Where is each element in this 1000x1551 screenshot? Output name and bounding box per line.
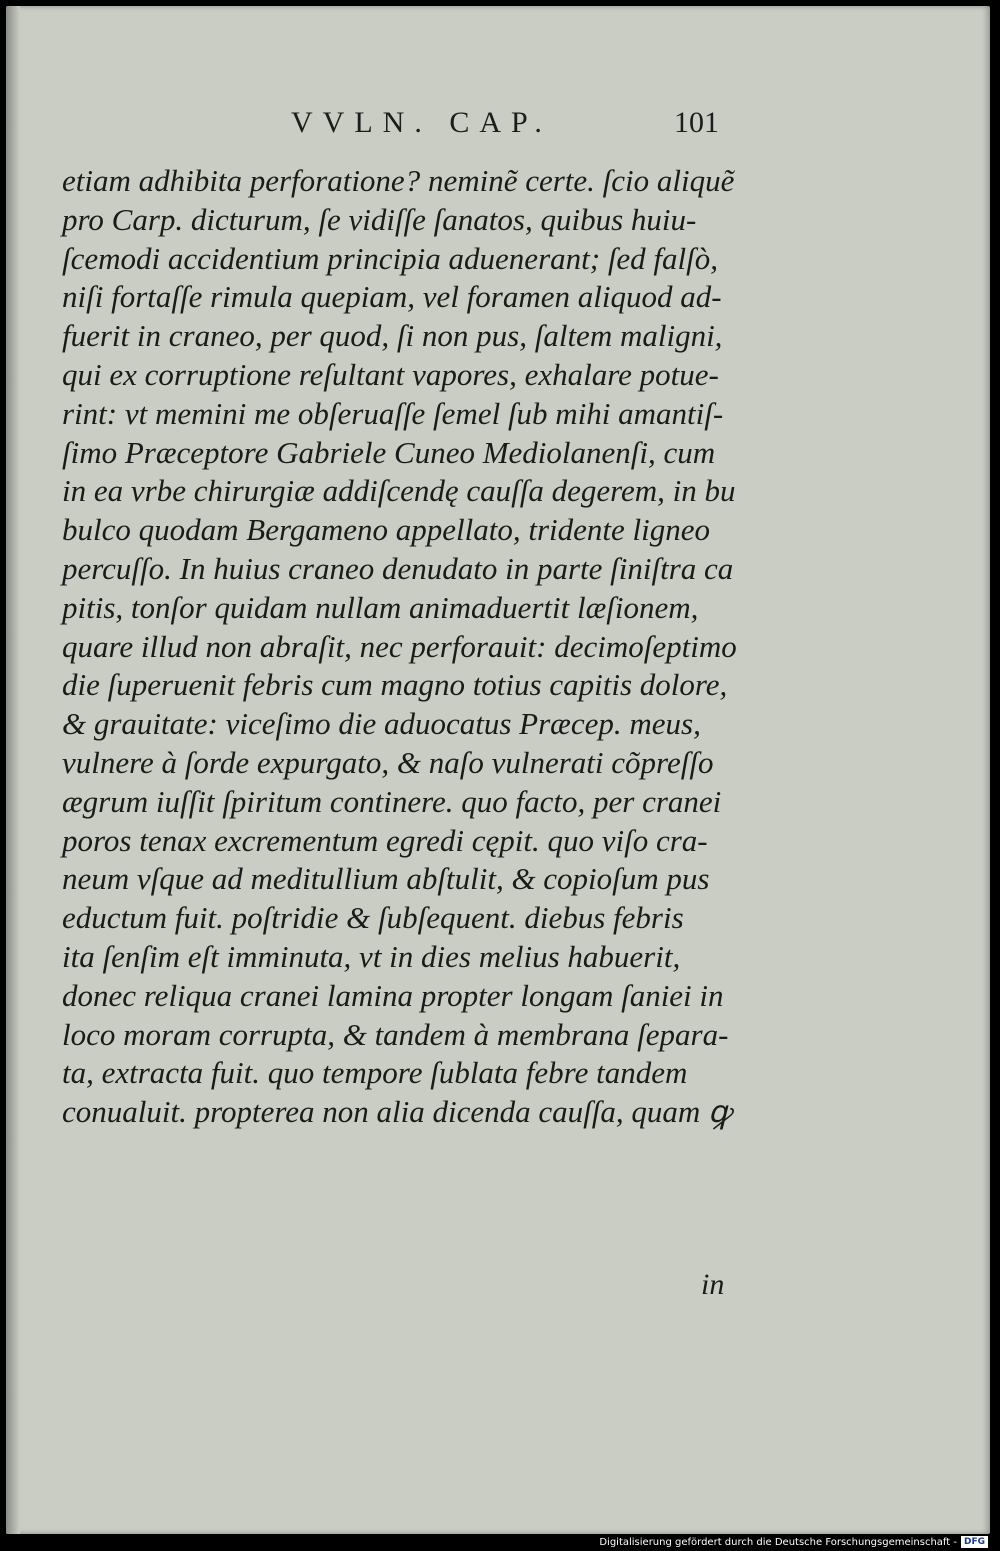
text-line: fuerit in craneo, per quod, ſi non pus, ſaltem maligni, xyxy=(62,318,723,354)
text-line: quare illud non abraſit, nec perforauit: decimoſeptimo xyxy=(62,628,737,664)
text-line: & grauitate: viceſimo die aduocatus Præcep. meus, xyxy=(62,706,701,742)
text-line: ægrum iuſſit ſpiritum continere. quo facto, per cranei xyxy=(62,783,722,819)
page-gutter-shadow xyxy=(6,6,20,1534)
text-line: pitis, tonſor quidam nullam animaduertit læſionem, xyxy=(62,589,699,625)
text-line: eductum fuit. poſtridie & ſubſequent. diebus febris xyxy=(62,900,684,936)
text-line: pro Carp. dicturum, ſe vidiſſe ſanatos, quibus huiu- xyxy=(62,201,697,237)
text-line: in ea vrbe chirurgiæ addiſcendę cauſſa degerem, in bu xyxy=(62,473,736,509)
catchword: in xyxy=(701,1268,725,1301)
running-head: VVLN. CAP. xyxy=(291,106,552,139)
text-line: die ſuperuenit febris cum magno totius capitis dolore, xyxy=(62,667,728,703)
body-text xyxy=(62,162,802,1132)
page-header xyxy=(6,106,990,146)
digitization-credit xyxy=(599,1535,988,1549)
text-line: poros tenax excrementum egredi cępit. quo viſo cra- xyxy=(62,822,708,858)
text-line: bulco quodam Bergameno appellato, tridente ligneo xyxy=(62,512,711,548)
text-line: etiam adhibita perforatione? neminẽ certe. ſcio aliquẽ xyxy=(62,163,735,198)
page-number: 101 xyxy=(674,106,719,139)
text-line: ſcemodi accidentium principia aduenerant; ſed falſò, xyxy=(62,240,719,276)
text-line: neum vſque ad meditullium abſtulit, & copioſum pus xyxy=(62,861,710,897)
text-line: vulnere à ſorde expurgato, & naſo vulnerati cõpreſſo xyxy=(62,744,714,780)
credit-text: Digitalisierung gefördert durch die Deutsche Forschungsgemeinschaft - xyxy=(599,1536,957,1548)
text-line: niſi fortaſſe rimula quepiam, vel foramen aliquod ad- xyxy=(62,279,722,315)
dfg-logo-icon: DFG xyxy=(961,1536,988,1548)
text-line: percuſſo. In huius craneo denudato in parte ſiniſtra ca xyxy=(62,550,734,586)
text-line: conualuit. propterea non alia dicenda cauſſa, quam ꝙ xyxy=(62,1094,732,1130)
text-line: qui ex corruptione reſultant vapores, exhalare potue- xyxy=(62,356,719,392)
text-line: ita ſenſim eſt imminuta, vt in dies melius habuerit, xyxy=(62,938,681,974)
text-line: loco moram corrupta, & tandem à membrana ſepara- xyxy=(62,1016,729,1052)
text-line: ta, extracta fuit. quo tempore ſublata febre tandem xyxy=(62,1055,688,1091)
text-line: donec reliqua cranei lamina propter longam ſaniei in xyxy=(62,977,724,1013)
book-page xyxy=(6,6,990,1534)
text-line: rint: vt memini me obſeruaſſe ſemel ſub mihi amantiſ- xyxy=(62,395,724,431)
text-line: ſimo Præceptore Gabriele Cuneo Mediolanenſi, cum xyxy=(62,434,716,470)
